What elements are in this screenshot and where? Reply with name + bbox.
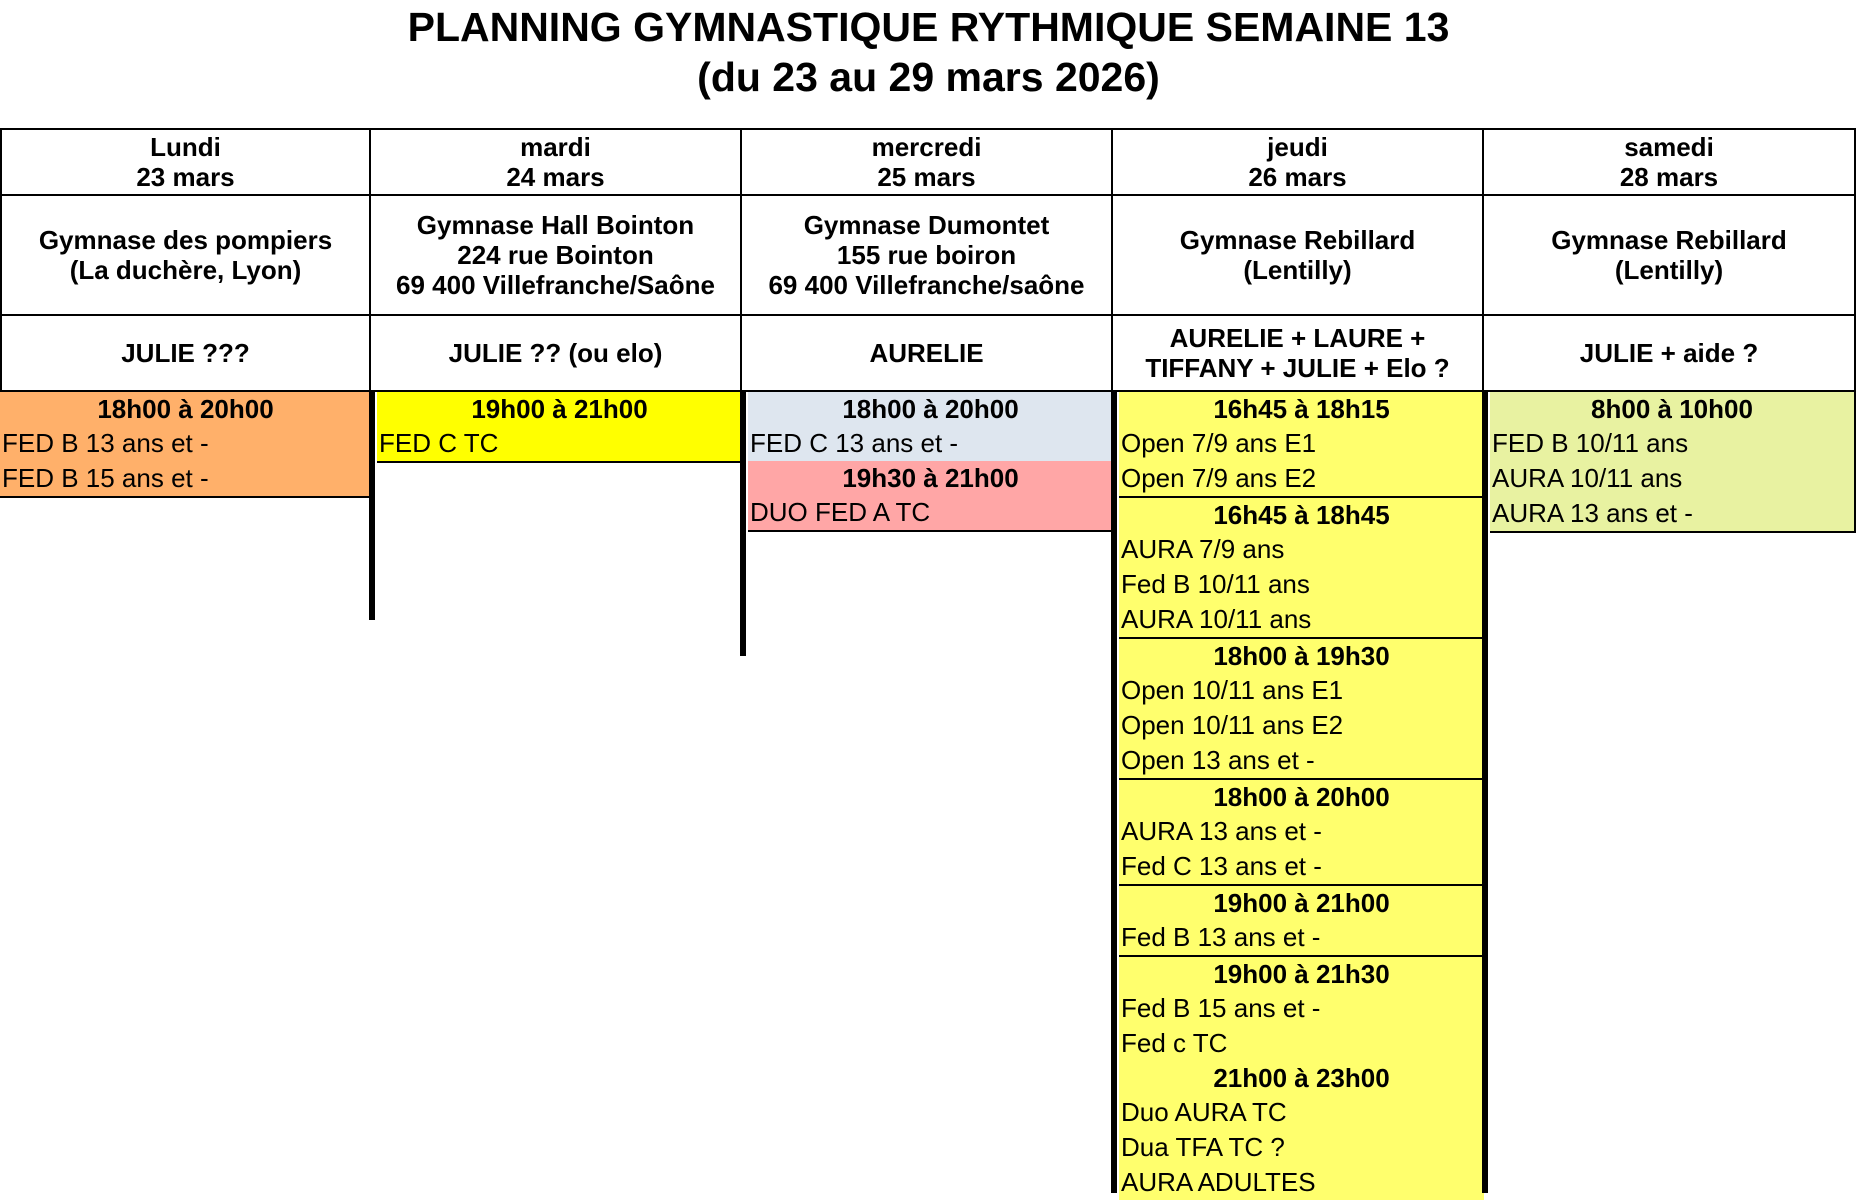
venue-cell: [742, 196, 1113, 316]
day-name: jeudi: [1267, 132, 1328, 162]
day-header: [1113, 128, 1484, 196]
coach-cell: [0, 316, 371, 392]
coach-line: AURELIE: [869, 338, 984, 368]
day-name: Lundi: [150, 132, 221, 162]
venue-line: Gymnase Rebillard: [1179, 225, 1416, 255]
session-block: [1490, 392, 1856, 533]
session-group: Open 7/9 ans E2: [1121, 463, 1317, 493]
day-date: 28 mars: [1619, 162, 1719, 192]
day-date: 24 mars: [506, 162, 605, 192]
session-time: 18h00 à 19h30: [1213, 641, 1390, 671]
sessions-list: [1490, 392, 1856, 533]
day-date: 26 mars: [1248, 162, 1347, 192]
page-title: PLANNING GYMNASTIQUE RYTHMIQUE SEMAINE 13: [407, 4, 1450, 50]
coach-line: JULIE + aide ?: [1579, 338, 1759, 368]
session-block: [1119, 886, 1484, 957]
column-separator: [1111, 392, 1117, 1193]
day-column-lundi: [0, 128, 371, 498]
session-time: 19h00 à 21h00: [471, 394, 648, 424]
day-header: [0, 128, 371, 196]
session-group: Fed B 13 ans et -: [1121, 922, 1321, 952]
session-time: 19h30 à 21h00: [842, 463, 1019, 493]
session-block: [1119, 957, 1484, 1061]
venue-line: 155 rue boiron: [836, 240, 1017, 270]
coach-cell: [742, 316, 1113, 392]
session-group: Dua TFA TC ?: [1121, 1132, 1285, 1162]
session-block: [748, 392, 1113, 461]
coach-line: JULIE ?? (ou elo): [448, 338, 663, 368]
day-name: mercredi: [871, 132, 982, 162]
session-group: DUO FED A TC: [750, 497, 931, 527]
session-group: AURA 10/11 ans: [1492, 463, 1683, 493]
session-block: [1119, 498, 1484, 639]
session-group: FED C TC: [379, 428, 499, 458]
venue-line: 224 rue Bointon: [457, 240, 654, 270]
session-time: 18h00 à 20h00: [842, 394, 1019, 424]
session-time: 18h00 à 20h00: [97, 394, 274, 424]
venue-line: (Lentilly): [1243, 255, 1352, 285]
day-column-mercredi: [742, 128, 1113, 532]
day-column-jeudi: [1113, 128, 1484, 1200]
venue-line: Gymnase des pompiers: [38, 225, 333, 255]
session-group: AURA ADULTES: [1121, 1167, 1316, 1197]
session-time: 19h00 à 21h00: [1213, 888, 1390, 918]
venue-cell: [371, 196, 742, 316]
venue-line: 69 400 Villefranche/Saône: [396, 270, 715, 300]
session-time: 16h45 à 18h45: [1213, 500, 1390, 530]
session-group: Fed B 15 ans et -: [1121, 993, 1321, 1023]
session-group: Fed C 13 ans et -: [1121, 851, 1322, 881]
coach-cell: [1484, 316, 1856, 392]
session-block: [377, 392, 742, 463]
day-column-samedi: [1484, 128, 1856, 533]
venue-line: 69 400 Villefranche/saône: [768, 270, 1085, 300]
session-block: [1119, 780, 1484, 886]
day-header: [1484, 128, 1856, 196]
venue-line: (Lentilly): [1614, 255, 1724, 285]
coach-cell: [371, 316, 742, 392]
session-group: Fed c TC: [1121, 1028, 1228, 1058]
venue-line: Gymnase Hall Bointon: [416, 210, 695, 240]
day-header: [742, 128, 1113, 196]
venue-cell: [0, 196, 371, 316]
day-header: [371, 128, 742, 196]
session-block: [1119, 1061, 1484, 1200]
day-name: mardi: [520, 132, 591, 162]
sessions-list: [1119, 392, 1484, 1200]
sessions-list: [748, 392, 1113, 532]
day-column-mardi: [371, 128, 742, 463]
coach-cell: [1113, 316, 1484, 392]
session-block: [748, 461, 1113, 532]
session-group: AURA 13 ans et -: [1492, 498, 1693, 528]
session-block: [1119, 392, 1484, 498]
session-time: 21h00 à 23h00: [1213, 1063, 1390, 1093]
session-group: FED B 10/11 ans: [1492, 428, 1689, 458]
column-separator: [740, 392, 746, 656]
session-group: Open 10/11 ans E1: [1121, 675, 1344, 705]
venue-line: Gymnase Rebillard: [1551, 225, 1787, 255]
column-separator: [1482, 392, 1488, 1193]
venue-line: (La duchère, Lyon): [69, 255, 302, 285]
day-date: 25 mars: [877, 162, 976, 192]
session-group: AURA 13 ans et -: [1121, 816, 1322, 846]
sessions-list: [377, 392, 742, 463]
session-time: 18h00 à 20h00: [1213, 782, 1390, 812]
venue-cell: [1484, 196, 1856, 316]
coach-line: AURELIE + LAURE +: [1169, 323, 1426, 353]
session-group: Fed B 10/11 ans: [1121, 569, 1310, 599]
session-group: Open 7/9 ans E1: [1121, 428, 1317, 458]
coach-line: TIFFANY + JULIE + Elo ?: [1145, 353, 1450, 383]
session-group: AURA 10/11 ans: [1121, 604, 1312, 634]
column-separator: [369, 392, 375, 620]
session-group: Duo AURA TC: [1121, 1097, 1287, 1127]
session-group: FED B 13 ans et -: [2, 428, 209, 458]
venue-line: Gymnase Dumontet: [803, 210, 1050, 240]
session-time: 8h00 à 10h00: [1591, 394, 1753, 424]
session-group: FED B 15 ans et -: [2, 463, 209, 493]
venue-cell: [1113, 196, 1484, 316]
sessions-list: [0, 392, 371, 498]
session-group: Open 13 ans et -: [1121, 745, 1315, 775]
day-name: samedi: [1624, 132, 1714, 162]
day-date: 23 mars: [136, 162, 235, 192]
session-block: [1119, 639, 1484, 780]
coach-line: JULIE ???: [121, 338, 250, 368]
session-group: FED C 13 ans et -: [750, 428, 959, 458]
session-time: 16h45 à 18h15: [1213, 394, 1390, 424]
session-group: Open 10/11 ans E2: [1121, 710, 1344, 740]
page-subtitle-dates: (du 23 au 29 mars 2026): [697, 54, 1160, 100]
session-block: [0, 392, 371, 498]
session-time: 19h00 à 21h30: [1213, 959, 1390, 989]
session-group: AURA 7/9 ans: [1121, 534, 1285, 564]
